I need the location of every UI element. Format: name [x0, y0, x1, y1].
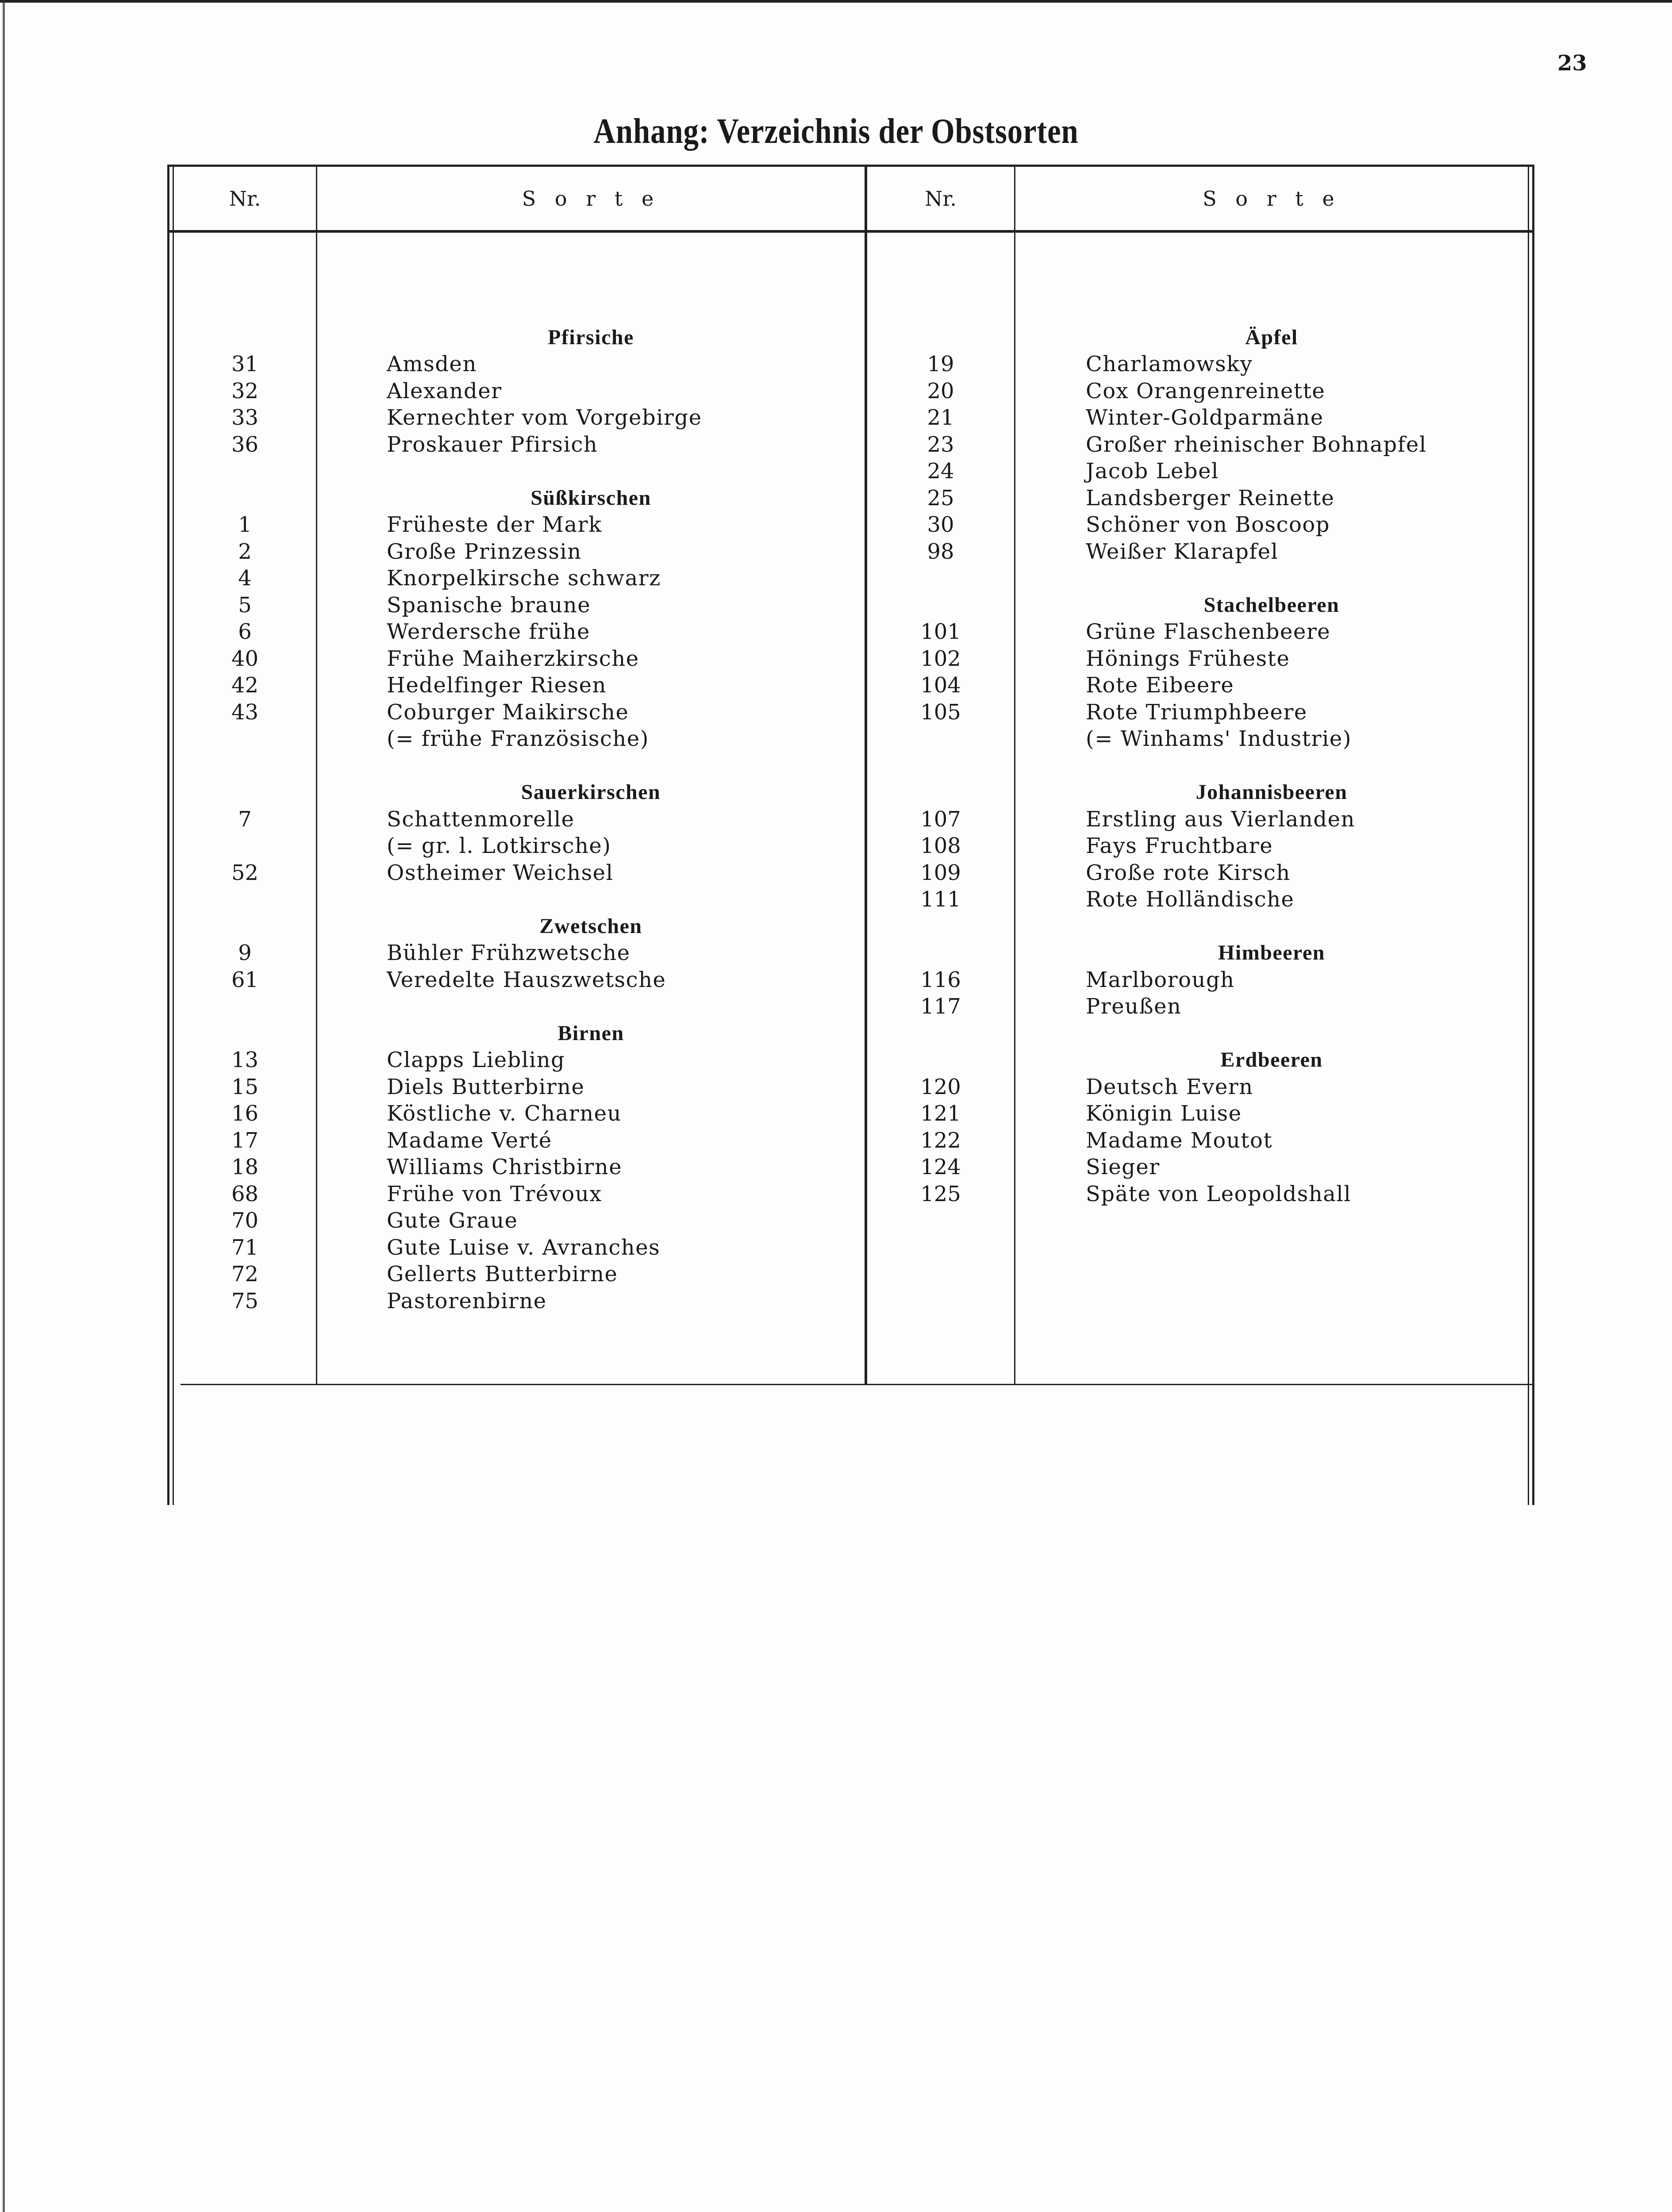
variety-name: Marlborough [1086, 967, 1235, 992]
variety-number: 52 [231, 860, 259, 885]
variety-name: Amsden [387, 352, 477, 376]
variety-number: 16 [231, 1101, 259, 1126]
variety-name: Diels Butterbirne [387, 1074, 585, 1099]
variety-number: 40 [231, 646, 259, 671]
variety-name: Große rote Kirsch [1086, 860, 1291, 885]
section-heading: Johannisbeeren [1195, 780, 1348, 804]
variety-name: Späte von Leopoldshall [1086, 1181, 1352, 1206]
variety-number: 121 [920, 1101, 961, 1126]
section-spacer [867, 324, 1014, 351]
variety-number: 109 [920, 860, 961, 885]
variety-name: Williams Christbirne [387, 1155, 623, 1179]
variety-name: Grüne Flaschenbeere [1086, 619, 1331, 644]
variety-name [387, 886, 856, 913]
variety-name [1086, 565, 1524, 592]
variety-name: Deutsch Evern [1086, 1074, 1253, 1099]
variety-number: 36 [231, 432, 259, 457]
variety-number: 122 [920, 1128, 961, 1153]
variety-number [867, 297, 1014, 324]
variety-name: Landsberger Reinette [1086, 485, 1335, 511]
table-right-border-inner [1528, 165, 1529, 1505]
variety-name: Knorpelkirsche schwarz [387, 566, 661, 591]
variety-name: Madame Verté [387, 1128, 552, 1153]
variety-name: Frühe von Trévoux [387, 1181, 602, 1206]
variety-name: Hönings Früheste [1086, 646, 1290, 671]
variety-number: 102 [920, 646, 961, 671]
section-heading: Himbeeren [1218, 941, 1325, 964]
section-heading: Zwetschen [539, 914, 642, 938]
section-spacer [174, 1020, 316, 1047]
variety-name: Früheste der Mark [387, 512, 602, 537]
variety-number: 4 [238, 566, 252, 591]
variety-name: Köstliche v. Charneu [387, 1101, 622, 1126]
variety-number: 24 [927, 459, 954, 484]
section-heading: Erdbeeren [1220, 1048, 1323, 1071]
header-nr-left: Nr. [229, 187, 261, 211]
variety-number: 125 [920, 1181, 961, 1206]
section-heading: Süßkirschen [530, 486, 651, 510]
section-spacer [174, 779, 316, 806]
variety-name [1086, 1020, 1524, 1047]
variety-name: Rote Holländische [1086, 887, 1295, 912]
variety-number: 42 [231, 673, 259, 698]
table-body-bottom-rule [181, 1384, 1534, 1385]
variety-number: 70 [231, 1208, 259, 1233]
variety-name: Kernechter vom Vorgebirge [387, 405, 702, 430]
variety-name: Rote Eibeere [1086, 673, 1234, 698]
variety-name [387, 753, 856, 780]
header-sorte-left: S o r t e [522, 187, 660, 211]
variety-number [174, 993, 316, 1020]
variety-name: Bühler Frühzwetsche [387, 941, 630, 965]
variety-name: Pastorenbirne [387, 1288, 547, 1313]
variety-number [174, 297, 316, 324]
variety-number [867, 565, 1014, 592]
page-number: 23 [1557, 51, 1587, 76]
variety-number: 107 [920, 806, 961, 832]
variety-name [1086, 913, 1524, 940]
table-left-border [167, 165, 169, 1505]
variety-name: Gellerts Butterbirne [387, 1262, 618, 1286]
variety-name: Gute Luise v. Avranches [387, 1235, 661, 1260]
variety-name [1086, 297, 1524, 324]
variety-name: Spanische braune [387, 592, 591, 618]
section-spacer [867, 940, 1014, 967]
variety-name: Große Prinzessin [387, 539, 582, 564]
variety-name: (= frühe Französische) [387, 726, 649, 751]
variety-number: 18 [231, 1155, 259, 1179]
header-nr-right: Nr. [925, 187, 957, 211]
variety-number: 15 [231, 1074, 259, 1099]
variety-name: Charlamowsky [1086, 352, 1253, 376]
table-top-rule [167, 165, 1534, 167]
variety-number: 68 [231, 1181, 259, 1206]
variety-name: Sieger [1086, 1155, 1160, 1179]
variety-number: 43 [231, 699, 259, 725]
left-nr-column [174, 297, 316, 1314]
variety-number: 71 [231, 1235, 259, 1260]
section-heading: Birnen [557, 1021, 624, 1045]
variety-number: 19 [927, 352, 954, 376]
variety-number: 104 [920, 673, 961, 698]
variety-number: 30 [927, 512, 954, 537]
variety-number: 17 [231, 1128, 259, 1153]
variety-name: Erstling aus Vierlanden [1086, 806, 1355, 832]
section-spacer [867, 592, 1014, 619]
variety-number: 72 [231, 1262, 259, 1286]
variety-number [174, 753, 316, 780]
variety-number: 9 [238, 941, 252, 965]
variety-number [174, 458, 316, 485]
variety-number: 23 [927, 432, 954, 457]
variety-name: Fays Fruchtbare [1086, 833, 1273, 858]
section-spacer [867, 1047, 1014, 1074]
section-spacer [174, 485, 316, 512]
variety-name: Preußen [1086, 994, 1182, 1019]
right-variety-column [1086, 297, 1524, 1207]
header-sorte-right: S o r t e [1203, 187, 1341, 211]
variety-number: 111 [920, 887, 961, 912]
variety-number: 6 [238, 619, 252, 644]
variety-name: Clapps Liebling [387, 1048, 565, 1072]
variety-number: 120 [920, 1074, 961, 1099]
variety-name: Schattenmorelle [387, 806, 575, 832]
variety-number: 124 [920, 1155, 961, 1179]
variety-number [867, 726, 1014, 753]
section-spacer [174, 913, 316, 940]
section-heading: Pfirsiche [548, 325, 634, 349]
variety-number: 5 [238, 592, 252, 618]
variety-number [174, 833, 316, 860]
variety-number: 33 [231, 405, 259, 430]
variety-number: 61 [231, 967, 259, 992]
header-bottom-rule [167, 230, 1534, 233]
variety-name: Alexander [387, 378, 502, 403]
scan-top-edge [0, 0, 1672, 3]
right-nr-column [867, 297, 1014, 1207]
variety-name [387, 297, 856, 324]
variety-number: 98 [927, 539, 954, 564]
variety-name: Königin Luise [1086, 1101, 1242, 1126]
variety-number: 31 [231, 352, 259, 376]
section-spacer [174, 324, 316, 351]
variety-number: 108 [920, 833, 961, 858]
variety-number: 25 [927, 485, 954, 511]
variety-number: 32 [231, 378, 259, 403]
variety-name: Coburger Maikirsche [387, 699, 629, 725]
section-heading: Äpfel [1245, 325, 1298, 349]
variety-number: 20 [927, 378, 954, 403]
variety-number: 75 [231, 1288, 259, 1313]
variety-number: 7 [238, 806, 252, 832]
variety-number: 1 [238, 512, 252, 537]
variety-number: 101 [920, 619, 961, 644]
variety-number [867, 913, 1014, 940]
variety-name: (= gr. l. Lotkirsche) [387, 833, 611, 858]
variety-number [174, 886, 316, 913]
variety-name: Cox Orangenreinette [1086, 378, 1326, 403]
variety-name [387, 458, 856, 485]
variety-name: Schöner von Boscoop [1086, 512, 1330, 537]
variety-name: Madame Moutot [1086, 1128, 1273, 1153]
variety-name: Werdersche frühe [387, 619, 590, 644]
variety-name: Proskauer Pfirsich [387, 432, 598, 457]
section-heading: Sauerkirschen [521, 780, 661, 804]
variety-number [867, 1020, 1014, 1047]
fruit-variety-table [167, 165, 1534, 1505]
variety-number: 21 [927, 405, 954, 430]
variety-name [387, 993, 856, 1020]
variety-name: Hedelfinger Riesen [387, 673, 607, 698]
variety-number: 117 [920, 994, 961, 1019]
variety-number: 116 [920, 967, 961, 992]
variety-number [867, 753, 1014, 780]
variety-name: Rote Triumphbeere [1086, 699, 1307, 725]
variety-number: 105 [920, 699, 961, 725]
section-heading: Stachelbeeren [1203, 593, 1340, 617]
scan-left-edge [3, 0, 5, 2212]
variety-name: Winter-Goldparmäne [1086, 405, 1324, 430]
section-spacer [867, 779, 1014, 806]
variety-name: (= Winhams' Industrie) [1086, 726, 1352, 751]
variety-name: Großer rheinischer Bohnapfel [1086, 432, 1427, 457]
page-title: Anhang: Verzeichnis der Obstsorten [593, 112, 1079, 151]
variety-name: Gute Graue [387, 1208, 518, 1233]
left-variety-column [387, 297, 856, 1314]
variety-name: Weißer Klarapfel [1086, 539, 1279, 564]
variety-name: Jacob Lebel [1086, 459, 1219, 484]
variety-number: 13 [231, 1048, 259, 1072]
variety-name: Frühe Maiherzkirsche [387, 646, 639, 671]
variety-number [174, 726, 316, 753]
variety-name: Veredelte Hauszwetsche [387, 967, 666, 992]
variety-number: 2 [238, 539, 252, 564]
table-right-border [1532, 165, 1534, 1505]
variety-name [1086, 753, 1524, 780]
variety-name: Ostheimer Weichsel [387, 860, 614, 885]
